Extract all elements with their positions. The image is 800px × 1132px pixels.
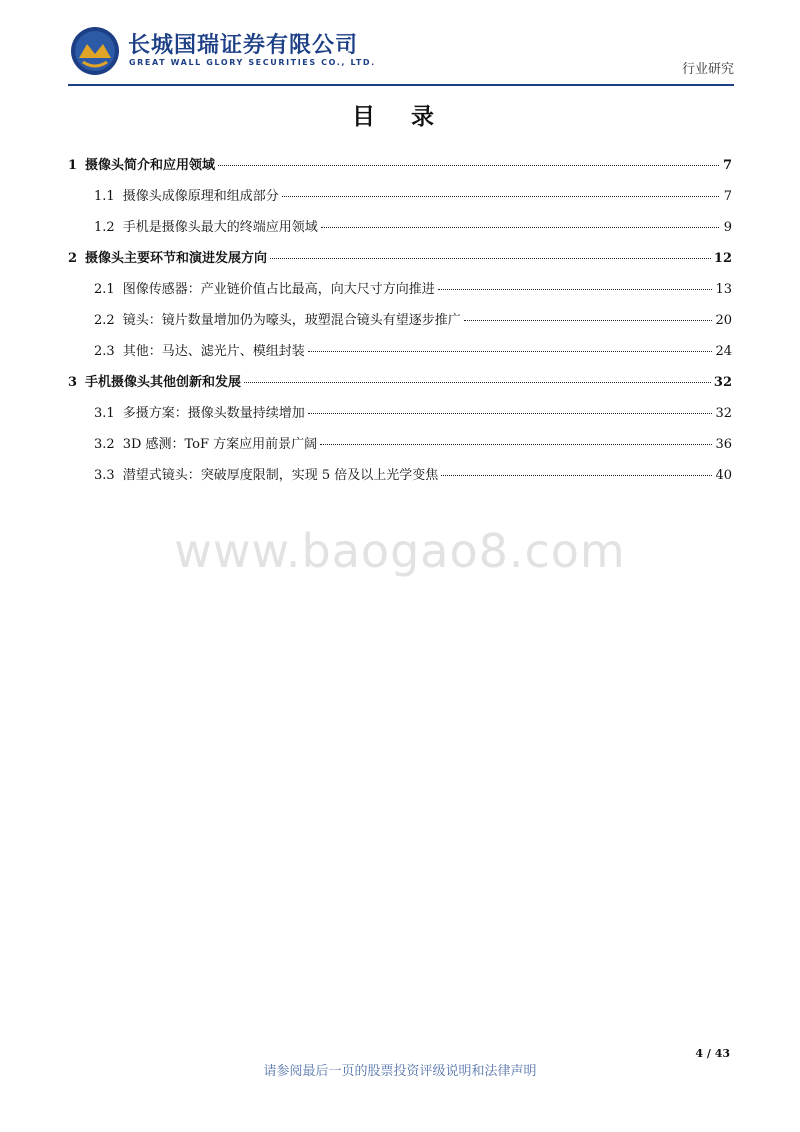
toc-entry-number: 3 bbox=[68, 375, 78, 390]
toc-entry-title: 镜头：镜片数量增加仍为嚎头，玻塑混合镜头有望逐步推广 bbox=[122, 313, 461, 328]
toc-title: 目 录 bbox=[351, 104, 448, 130]
toc-dot-leader bbox=[308, 399, 713, 414]
toc-entry-title: 其他：马达、滤光片、模组封装 bbox=[122, 344, 305, 359]
toc-entry-title: 摄像头成像原理和组成部分 bbox=[122, 189, 279, 204]
watermark: www.baogao8.com bbox=[174, 524, 626, 578]
header-divider bbox=[68, 84, 734, 86]
toc-entry[interactable] bbox=[68, 429, 732, 460]
toc-entry[interactable] bbox=[68, 243, 732, 274]
toc-dot-leader bbox=[441, 461, 712, 476]
toc-entry-title: 摄像头主要环节和演进发展方向 bbox=[85, 251, 268, 266]
toc-entry-number: 3.1 bbox=[94, 406, 115, 421]
toc-dot-leader bbox=[438, 275, 713, 290]
toc-dot-leader bbox=[308, 337, 713, 352]
toc-dot-leader bbox=[320, 430, 712, 445]
toc-entry-title: 摄像头简介和应用领域 bbox=[85, 158, 216, 173]
toc-entry-number: 1.1 bbox=[94, 189, 115, 204]
company-name-cn: 长城国瑞证券有限公司 bbox=[128, 33, 359, 58]
toc-entry-page: 7 bbox=[722, 158, 732, 173]
toc-entry[interactable] bbox=[68, 460, 732, 491]
toc-entry-number: 2.3 bbox=[94, 344, 115, 359]
toc-entry-title: 多摄方案：摄像头数量持续增加 bbox=[122, 406, 305, 421]
toc-entry[interactable] bbox=[68, 212, 732, 243]
company-name-en: GREAT WALL GLORY SECURITIES CO., LTD. bbox=[129, 58, 376, 67]
toc-dot-leader bbox=[282, 182, 719, 197]
toc-entry-page: 9 bbox=[723, 220, 732, 235]
toc-entry-number: 2.1 bbox=[94, 282, 115, 297]
report-type-label: 行业研究 bbox=[681, 62, 734, 77]
toc-entry[interactable] bbox=[68, 367, 732, 398]
company-logo-icon bbox=[70, 26, 120, 76]
toc-entry[interactable] bbox=[68, 336, 732, 367]
toc-entry-page: 32 bbox=[713, 375, 732, 390]
toc-entry-number: 3.3 bbox=[94, 468, 115, 483]
page-header bbox=[68, 24, 734, 86]
toc-entry-title: 手机是摄像头最大的终端应用领域 bbox=[122, 220, 318, 235]
toc-dot-leader bbox=[244, 368, 711, 383]
toc-entry-number: 2 bbox=[68, 251, 78, 266]
toc-dot-leader bbox=[218, 151, 719, 166]
toc-entry[interactable] bbox=[68, 181, 732, 212]
toc-entry-page: 36 bbox=[715, 437, 732, 452]
page-number: 4 / 43 bbox=[695, 1047, 730, 1060]
toc-entry-page: 7 bbox=[723, 189, 732, 204]
toc-entry-title: 潜望式镜头：突破厚度限制，实现 5 倍及以上光学变焦 bbox=[122, 468, 439, 483]
toc-entry-number: 1 bbox=[68, 158, 78, 173]
toc-dot-leader bbox=[464, 306, 713, 321]
toc-entry[interactable] bbox=[68, 305, 732, 336]
toc-entry-page: 24 bbox=[715, 344, 732, 359]
toc-entry-page: 40 bbox=[715, 468, 732, 483]
toc-entry-title: 图像传感器：产业链价值占比最高，向大尺寸方向推进 bbox=[122, 282, 435, 297]
toc-entry[interactable] bbox=[68, 150, 732, 181]
toc-entry-page: 12 bbox=[713, 251, 732, 266]
toc-entry-title: 3D 感测：ToF 方案应用前景广阔 bbox=[122, 437, 318, 452]
toc-entry[interactable] bbox=[68, 274, 732, 305]
toc-entry-page: 13 bbox=[715, 282, 732, 297]
toc-entry-number: 2.2 bbox=[94, 313, 115, 328]
toc-entry-page: 20 bbox=[715, 313, 732, 328]
toc-entry-number: 3.2 bbox=[94, 437, 115, 452]
table-of-contents bbox=[68, 150, 732, 491]
toc-entry-page: 32 bbox=[715, 406, 732, 421]
toc-dot-leader bbox=[321, 213, 719, 228]
toc-entry[interactable] bbox=[68, 398, 732, 429]
toc-entry-number: 1.2 bbox=[94, 220, 115, 235]
footer-disclaimer: 请参阅最后一页的股票投资评级说明和法律声明 bbox=[263, 1064, 537, 1079]
toc-entry-title: 手机摄像头其他创新和发展 bbox=[85, 375, 242, 390]
toc-dot-leader bbox=[270, 244, 711, 259]
